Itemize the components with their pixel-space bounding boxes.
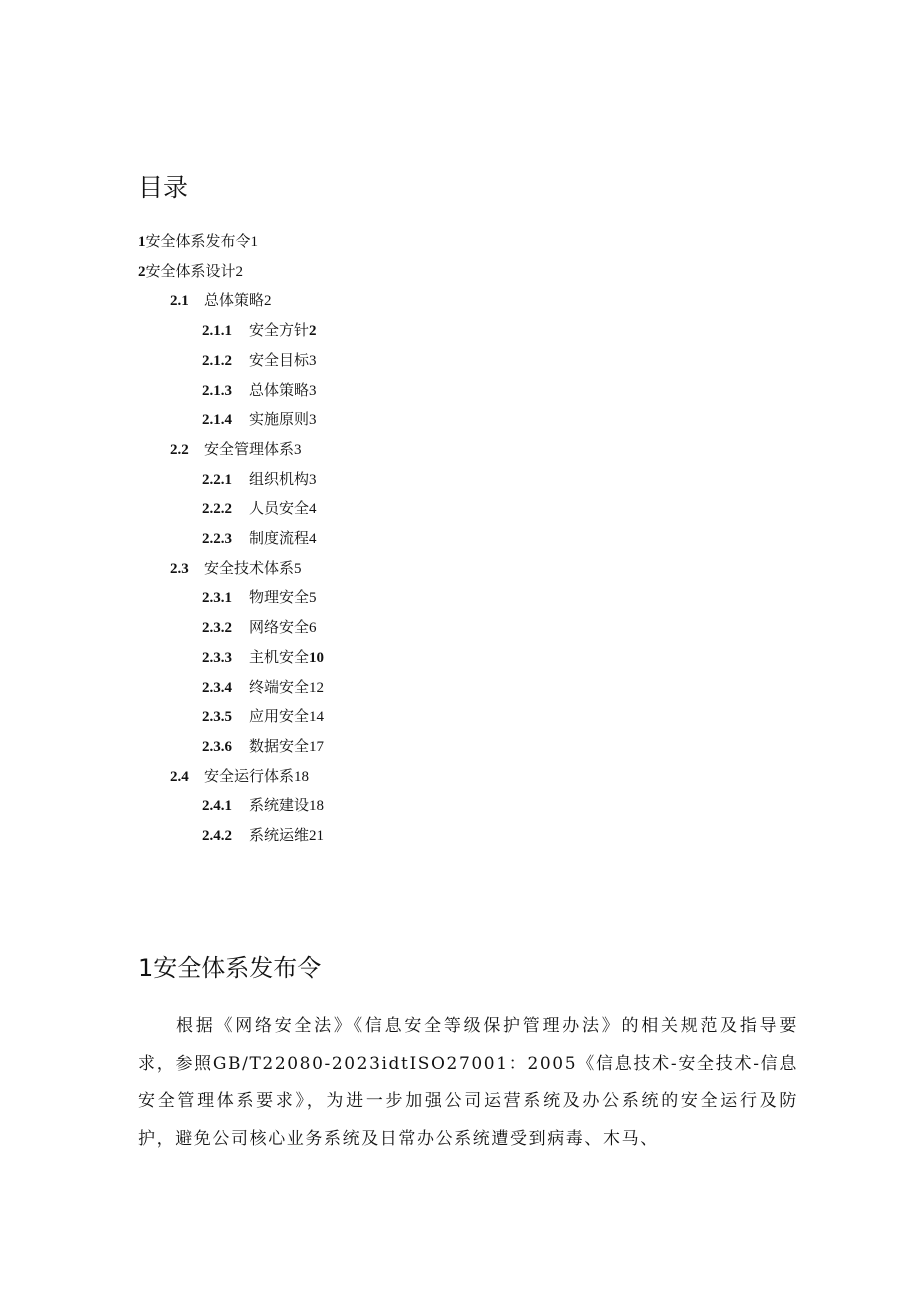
toc-entry[interactable] — [138, 258, 243, 284]
toc-entry[interactable] — [202, 466, 317, 492]
toc-entry-page: 2 — [235, 263, 244, 280]
toc-entry-title: 安全管理体系 — [204, 439, 295, 458]
toc-entry-page: 3 — [309, 412, 317, 429]
toc-entry-number: 2.1 — [170, 293, 189, 310]
toc-entry-title: 应用安全 — [249, 707, 310, 726]
toc-entry-title: 网络安全 — [249, 618, 310, 637]
toc-entry-number: 1 — [138, 234, 146, 250]
toc-entry-title: 安全方针 — [249, 321, 310, 340]
toc-entry-number: 2.2 — [170, 441, 189, 458]
toc-entry-number: 2.1.2 — [202, 352, 232, 369]
toc-entry-page: 18 — [309, 798, 325, 815]
toc-entry-title: 系统建设 — [249, 796, 310, 815]
toc-entry[interactable] — [202, 674, 324, 700]
toc-entry-page: 21 — [309, 828, 325, 844]
toc-entry-page: 17 — [309, 738, 325, 755]
toc-entry-page: 3 — [294, 441, 302, 458]
toc-entry-page: 5 — [294, 560, 302, 577]
toc-entry-number: 2.1.1 — [202, 323, 232, 340]
toc-entry-page: 10 — [309, 649, 325, 666]
toc-entry-number: 2.3.1 — [202, 590, 232, 607]
toc-entry[interactable] — [202, 406, 317, 432]
toc-entry-title: 总体策略 — [249, 380, 310, 399]
toc-entry-number: 2.2.2 — [202, 501, 232, 518]
toc-entry-number: 2.2.1 — [202, 471, 232, 488]
toc-entry-page: 14 — [309, 709, 325, 726]
toc-entry[interactable] — [202, 347, 317, 373]
toc-entry[interactable] — [202, 703, 324, 729]
toc-entry-title: 制度流程 — [249, 529, 310, 547]
toc-entry[interactable] — [202, 733, 324, 759]
toc-entry[interactable] — [202, 495, 317, 521]
toc-entry[interactable] — [170, 555, 302, 581]
toc-entry-number: 2.4.2 — [202, 828, 232, 844]
toc-entry-title: 安全运行体系 — [204, 766, 295, 785]
toc-entry-page: 3 — [309, 471, 317, 488]
toc-entry-number: 2.4 — [170, 768, 189, 785]
toc-entry-title: 终端安全 — [249, 677, 310, 696]
toc-entry-title: 安全目标 — [249, 350, 310, 369]
toc-entry-page: 6 — [309, 620, 317, 637]
toc-entry[interactable] — [138, 228, 258, 254]
toc-entry-number: 2.4.1 — [202, 798, 232, 815]
toc-entry[interactable] — [202, 377, 317, 403]
toc-entry-title: 安全技术体系 — [204, 558, 295, 577]
toc-entry-page: 18 — [294, 768, 310, 785]
toc-entry-title: 主机安全 — [249, 647, 310, 666]
toc-entry-page: 12 — [309, 679, 325, 696]
section-heading: 1安全体系发布令 — [138, 954, 322, 982]
toc-entry[interactable] — [202, 644, 324, 670]
toc-entry-title: 总体策略 — [204, 291, 265, 310]
toc-entry-title: 系统运维 — [249, 826, 310, 844]
toc-entry[interactable] — [202, 317, 317, 343]
toc-entry-number: 2.3.4 — [202, 679, 232, 696]
toc-entry-page: 4 — [309, 531, 317, 547]
toc-entry-page: 5 — [309, 590, 317, 607]
toc-entry-title: 物理安全 — [249, 588, 310, 607]
toc-entry[interactable] — [202, 614, 317, 640]
toc-entry-page: 1 — [250, 234, 259, 250]
toc-entry-title: 组织机构 — [249, 469, 310, 488]
toc-entry[interactable] — [170, 763, 309, 789]
toc-entry-number: 2.3.3 — [202, 649, 232, 666]
toc-entry-title: 人员安全 — [249, 499, 310, 518]
toc-entry-number: 2 — [138, 263, 146, 280]
toc-entry[interactable] — [202, 792, 324, 818]
toc-entry-number: 2.2.3 — [202, 531, 232, 547]
toc-entry-title: 实施原则 — [249, 410, 310, 429]
toc-entry[interactable] — [202, 584, 317, 610]
toc-entry-number: 2.3.2 — [202, 620, 232, 637]
toc-entry-number: 2.3.6 — [202, 738, 232, 755]
toc-entry[interactable] — [202, 525, 317, 551]
toc-entry-page: 2 — [309, 323, 317, 340]
toc-entry[interactable] — [170, 287, 272, 313]
toc-entry-number: 2.1.3 — [202, 382, 232, 399]
toc-entry-page: 3 — [309, 382, 317, 399]
toc-entry-title: 安全体系设计 — [145, 261, 236, 280]
toc-entry-page: 2 — [264, 293, 272, 310]
toc-entry-title: 安全体系发布令 — [145, 232, 251, 250]
toc-title: 目录 — [138, 173, 189, 202]
section-paragraph: 根据《网络安全法》《信息安全等级保护管理办法》的相关规范及指导要求，参照GB/T22080-2023idtISO27001：2005《信息技术-安全技术-信息安全管理体系要求》，为进一步加强公司运营系统及办公系统的安全运行及防护，避免公司核心业务系统及日常办公系统遭受到病毒、木马、 — [138, 1016, 798, 1149]
toc-entry-page: 3 — [309, 352, 317, 369]
toc-entry-number: 2.1.4 — [202, 412, 232, 429]
toc-entry-number: 2.3 — [170, 560, 189, 577]
toc-entry[interactable] — [202, 822, 324, 848]
toc-entry-page: 4 — [309, 501, 317, 518]
toc-entry[interactable] — [170, 436, 302, 462]
toc-entry-number: 2.3.5 — [202, 709, 232, 726]
toc-entry-title: 数据安全 — [249, 736, 310, 755]
